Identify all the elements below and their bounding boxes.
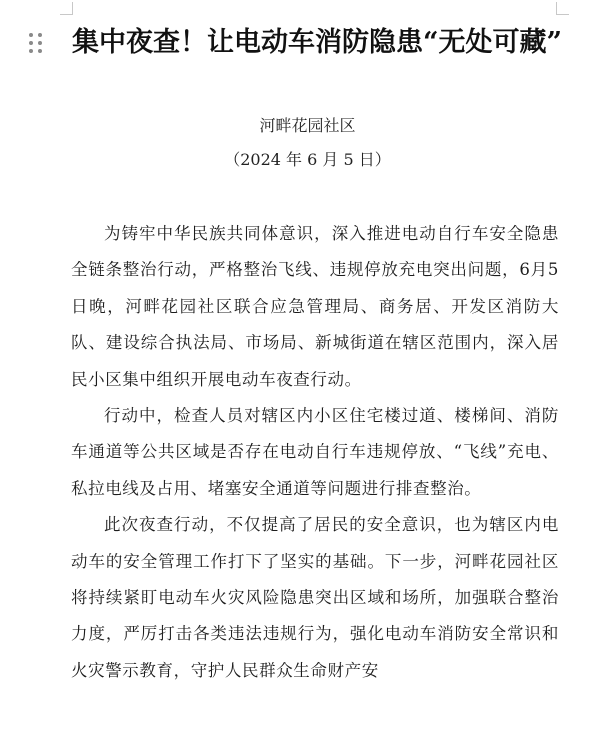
- drag-handle-icon[interactable]: [29, 33, 43, 53]
- margin-corner-mark-right: [556, 2, 569, 15]
- document-title[interactable]: 集中夜查！让电动车消防隐患“无处可藏”: [72, 27, 563, 58]
- paragraph[interactable]: 为铸牢中华民族共同体意识，深入推进电动自行车安全隐患全链条整治行动，严格整治飞线、违规停放充电突出问题，6月5日晚，河畔花园社区联合应急管理局、商务居、开发区消防大队、建设综合执法局、市场局、新城街道在辖区范围内，深入居民小区集中组织开展电动车夜查行动。: [71, 224, 559, 389]
- margin-corner-mark-left: [60, 2, 73, 15]
- paragraph[interactable]: 此次夜查行动，不仅提高了居民的安全意识，也为辖区内电动车的安全管理工作打下了坚实的基础。下一步，河畔花园社区将持续紧盯电动车火灾风险隐患突出区域和场所，加强联合整治力度，严厉打击各类违法违规行为，强化电动车消防安全常识和火灾警示教育，守护人民群众生命财产安: [71, 515, 559, 680]
- paragraph[interactable]: 行动中，检查人员对辖区内小区住宅楼过道、楼梯间、消防车通道等公共区域是否存在电动自行车违规停放、“飞线”充电、私拉电线及占用、堵塞安全通道等问题进行排查整治。: [71, 406, 559, 498]
- document-body[interactable]: [71, 216, 559, 689]
- document-date[interactable]: （2024 年 6 月 5 日）: [224, 150, 391, 169]
- organization-name[interactable]: 河畔花园社区: [259, 116, 356, 135]
